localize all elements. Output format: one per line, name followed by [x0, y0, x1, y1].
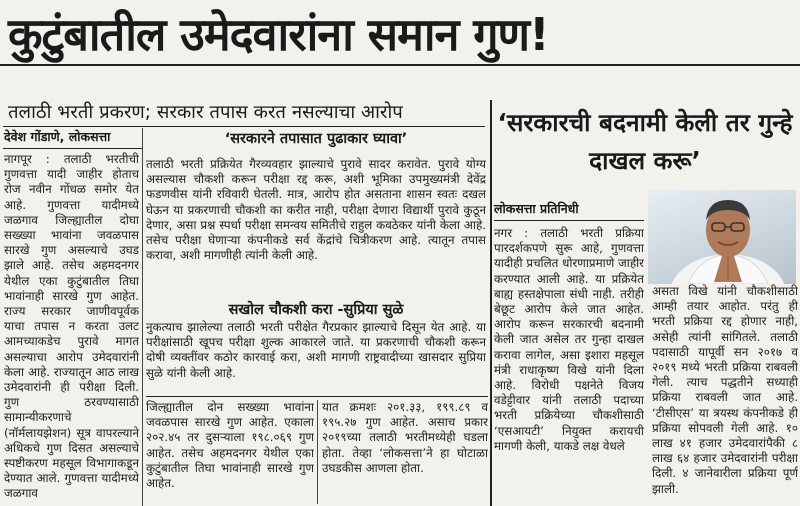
main-headline: कुटुंबातील उमेदवारांना समान गुण! — [8, 8, 549, 61]
article-column-2c: जिल्ह्यातील दोन सख्ख्या भावांना जवळपास सारखे गुण आहेत. एकाला २०२.४५ तर दुसऱ्याला १९८.०६९ गुण आहेत. तसेच अहमदनगर येथील एका कुटुंबातील तिघा भावांनाही सारखे गुण आहेत. — [146, 400, 314, 491]
story-divider — [490, 100, 492, 506]
column-divider — [317, 400, 318, 504]
subhead-rule — [3, 126, 485, 127]
headline-rule — [0, 64, 800, 66]
article-column-3a: नगर : तलाठी भरती प्रक्रिया पारदर्शकपणे सुरू आहे, गुणवत्ता यादीही प्रचलित धोरणाप्रमाणे जाहीर करण्यात आली आहे. या प्रक्रियेत बाह्य हस्तक्षेपाला संधी नाही. तरीही बेछूट आरोप केले जात आहेत. आरोप करून सरकारची बदनामी केली जात असेल तर गुन्हा दाखल करावा लागेल, असा इशारा महसूल मंत्री राधाकृष्ण विखे यांनी दिला आहे. विरोधी पक्षनेते विजय वडेट्टीवार यांनी तलाठी पदाच्या भरती प्रक्रियेच्या चौकशीसाठी ‘एसआयटी’ नियुक्त करायची मागणी केली, याकडे लक्ष वेधले — [494, 226, 644, 453]
section-subheadline: सखोल चौकशी करा -सुप्रिया सुळे — [228, 302, 404, 318]
right-byline-rule — [494, 220, 644, 221]
byline-rule — [3, 148, 143, 149]
right-byline: लोकसत्ता प्रतिनिधी — [494, 201, 579, 216]
pull-quote: ‘सरकारने तपासात पुढाकार घ्यावा’ — [224, 131, 408, 147]
left-subheadline: तलाठी भरती प्रकरण; सरकार तपास करत नसल्याचा आरोप — [8, 102, 403, 123]
article-column-1: नागपूर : तलाठी भरतीची गुणवत्ता यादी जाहीर होताच रोज नवीन गोंधळ समोर येत आहे. गुणवत्ता यादीमध्ये जळगाव जिल्ह्यातील दोघा सख्ख्या भावांना जवळपास सारखे गुण असल्याचे उघड झाले आहे. तसेच अहमदनगर येथील एका कुटुंबातील तिघा भावांनाही सारखे गुण आहेत. राज्य सरकार जाणीवपूर्वक याचा तपास न करता उलट आमच्याकडेच पुरावे मागत असल्याचा आरोप उमेदवारांनी केला आहे. राज्यातून आठ लाख उमेदवारांनी ही परीक्षा दिली. गुण ठरवण्यासाठी सामान्यीकरणाचे (नॉर्मलायझेशन) सूत्र वापरल्याने अधिकचे गुण दिसत असल्याचे स्पष्टीकरण महसूल विभागाकडून देण्यात आले. गुणवत्ता यादीमध्ये जळगाव — [4, 152, 139, 501]
article-column-3b: असता विखे यांनी चौकशीसाठी आम्ही तयार आहोत. परंतु ही भरती प्रक्रिया रद्द होणार नाही, असेही त्यांनी सांगितले. तलाठी पदासाठी यापूर्वी सन २०१७ व २०१९ मध्ये भरती प्रक्रिया राबवली गेली. त्याच पद्धतीने सध्याही प्रक्रिया राबवली जात आहे. ‘टीसीएस’ या त्रयस्थ कंपनीकडे ही प्रक्रिया सोपवली गेली आहे. १० लाख ४१ हजार उमेदवारांपैकी ८ लाख ६४ हजार उमेदवारांनी परीक्षा दिली. ४ जानेवारीला प्रक्रिया पूर्ण झाली. — [652, 284, 798, 496]
column-divider — [142, 128, 143, 506]
article-column-2b: नुकत्याच झालेल्या तलाठी भरती परीक्षेत गैरप्रकार झाल्याचे दिसून येत आहे. या परीक्षांसाठी खूपच परीक्षा शुल्क आकारले जाते. या प्रकरणाची चौकशी करून दोषी व्यक्तींवर कठोर कारवाई करा, अशी मागणी राष्ट्रवादीच्या खासदार सुप्रिया सुळे यांनी केली आहे. — [146, 320, 486, 380]
article-column-2a: तलाठी भरती प्रक्रियेत गैरव्यवहार झाल्याचे पुरावे सादर करावेत. पुरावे योग्य असल्यास चौकशी करून परीक्षा रद्द करू, अशी भूमिका उपमुख्यमंत्री देवेंद्र फडणवीस यांनी रविवारी घेतली. मात्र, आरोप होत असताना शासन स्वतः दखल घेऊन या प्रकरणाची चौकशी का करीत नाही, परीक्षा देणारा विद्यार्थी पुरावे कुठून देणार, असा प्रश्न स्पर्धा परीक्षा समन्वय समितीचे राहुल कवठेकर यांनी केला आहे. तसेच परीक्षा घेणाऱ्या कंपनीकडे सर्व केंद्रांचे चित्रीकरण आहे. त्यातून तपास करावा, अशी मागणीही त्यांनी केली आहे. — [146, 157, 486, 263]
portrait-photo — [648, 190, 796, 284]
article-column-2d: यात क्रमशः २०१.३३, १९९.८९ व १९५.२७ गुण आहेत. असाच प्रकार २०१९च्या तलाठी भरतीमध्येही घडला होता. तेव्हा ‘लोकसत्ता’ने हा घोटाळा उघडकीस आणला होता. — [322, 400, 488, 475]
left-byline: देवेश गोंडाणे, लोकसत्ता — [4, 129, 111, 144]
right-headline-quote: ‘सरकारची बदनामी केली तर गुन्हे दाखल करू’ — [497, 108, 793, 175]
section-rule — [146, 396, 488, 397]
person-portrait-icon — [648, 190, 796, 284]
